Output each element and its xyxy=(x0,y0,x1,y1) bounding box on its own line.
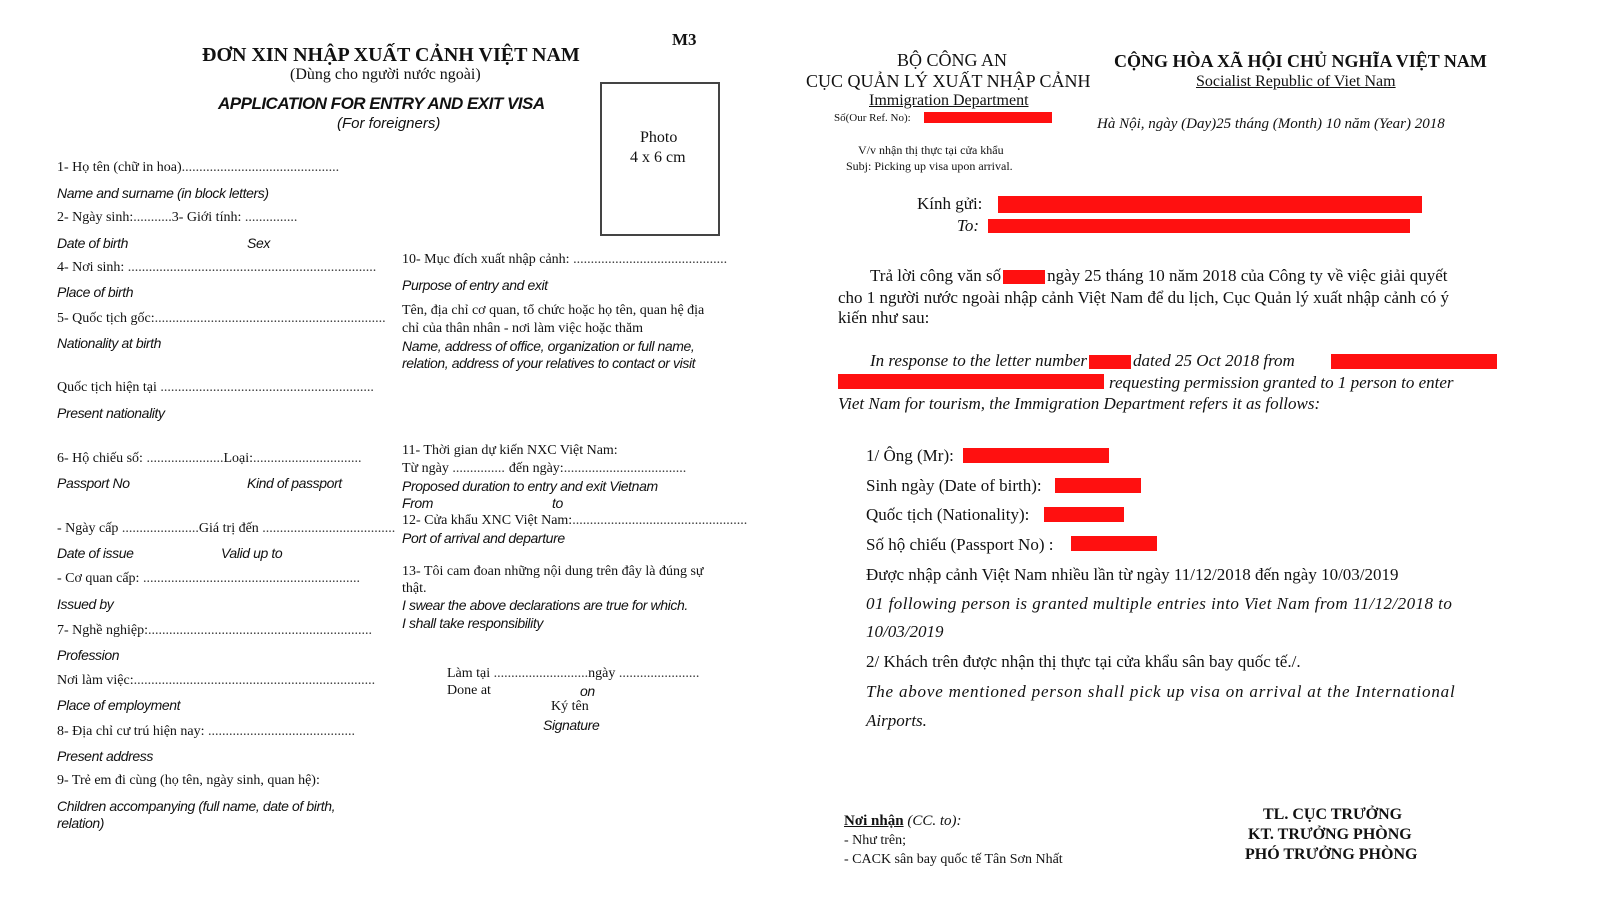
field-contact-en-1: Name, address of office, organization or full name, xyxy=(402,338,695,354)
redacted-recipient-2 xyxy=(988,219,1410,233)
form-title-en: APPLICATION FOR ENTRY AND EXIT VISA xyxy=(218,94,545,113)
field-pob-en: Place of birth xyxy=(57,284,134,300)
redacted-name xyxy=(963,448,1109,463)
field-employment-en: Place of employment xyxy=(57,697,181,713)
field-name-en: Name and surname (in block letters) xyxy=(57,185,269,201)
field-on-en: on xyxy=(580,683,595,699)
item-mr: 1/ Ông (Mr): xyxy=(866,446,954,465)
item-nationality: Quốc tịch (Nationality): xyxy=(866,505,1030,524)
department-vi: CỤC QUẢN LÝ XUẤT NHẬP CẢNH xyxy=(806,71,1091,91)
field-sign-en: Signature xyxy=(543,717,600,733)
department-en: Immigration Department xyxy=(869,92,1029,109)
form-subtitle-vi: (Dùng cho người nước ngoài) xyxy=(290,66,481,83)
item-dob: Sinh ngày (Date of birth): xyxy=(866,476,1042,495)
field-duration-en: Proposed duration to entry and exit Vietnam xyxy=(402,478,658,494)
paragraph-en-line1: In response to the letter number dated 25 Oct 2018 from xyxy=(870,351,1295,370)
signature-line-2: KT. TRƯỞNG PHÒNG xyxy=(1248,826,1412,843)
item-2-en-1: The above mentioned person shall pick up visa on arrival at the International xyxy=(866,682,1456,701)
redacted-recipient-1 xyxy=(998,196,1422,213)
paragraph-vi-line1: Trả lời công văn số ngày 25 tháng 10 năm 2018 của Công ty về việc giải quyết xyxy=(870,266,1448,285)
field-present-nat-vi: Quốc tịch hiện tại ............................................................. xyxy=(57,380,374,395)
field-children-vi: 9- Trẻ em đi cùng (họ tên, ngày sinh, quan hệ): xyxy=(57,773,320,788)
cc-heading: Nơi nhận (CC. to): xyxy=(844,813,962,829)
ministry-name: BỘ CÔNG AN xyxy=(897,50,1008,70)
cc-item-2: - CACK sân bay quốc tế Tân Sơn Nhất xyxy=(844,852,1063,867)
field-purpose-en: Purpose of entry and exit xyxy=(402,277,548,293)
form-subtitle-en: (For foreigners) xyxy=(337,115,441,132)
field-children-en-2: relation) xyxy=(57,815,104,831)
field-profession-vi: 7- Nghề nghiệp:................................................................ xyxy=(57,623,372,638)
republic-vi: CỘNG HÒA XÃ HỘI CHỦ NGHĨA VIỆT NAM xyxy=(1114,51,1487,71)
field-purpose-vi: 10- Mục đích xuất nhập cảnh: ............................................ xyxy=(402,252,728,267)
field-duration-vi: 11- Thời gian dự kiến NXC Việt Nam: xyxy=(402,443,618,458)
redacted-dob xyxy=(1055,478,1141,493)
redacted-letter-number-en xyxy=(1089,355,1131,369)
field-swear-en-1: I swear the above declarations are true for which. xyxy=(402,597,688,613)
field-nat-birth-vi: 5- Quốc tịch gốc:.................................................................. xyxy=(57,311,386,326)
field-issue-vi: - Ngày cấp ......................Giá trị đến ...................................... xyxy=(57,521,396,536)
field-contact-vi-1: Tên, địa chỉ cơ quan, tổ chức hoặc họ tên, quan hệ địa xyxy=(402,303,705,318)
photo-box xyxy=(600,82,720,236)
field-port-en: Port of arrival and departure xyxy=(402,530,565,546)
date-line: Hà Nội, ngày (Day)25 tháng (Month) 10 năm (Year) 2018 xyxy=(1097,116,1445,132)
field-swear-vi-2: thật. xyxy=(402,581,427,596)
field-swear-vi-1: 13- Tôi cam đoan những nội dung trên đây là đúng sự xyxy=(402,564,704,579)
field-present-nat-en: Present nationality xyxy=(57,405,165,421)
form-title-vi: ĐƠN XIN NHẬP XUẤT CẢNH VIỆT NAM xyxy=(202,44,580,66)
redacted-letter-number xyxy=(1003,270,1045,284)
field-swear-en-2: I shall take responsibility xyxy=(402,615,543,631)
paragraph-vi-line3: kiến như sau: xyxy=(838,308,930,327)
field-sex-en: Sex xyxy=(247,235,270,251)
entry-permission-vi: Được nhập cảnh Việt Nam nhiều lần từ ngày 11/12/2018 đến ngày 10/03/2019 xyxy=(866,565,1399,584)
photo-size: 4 x 6 cm xyxy=(630,149,686,166)
field-dob-en: Date of birth xyxy=(57,235,129,251)
recipient-vi: Kính gửi: xyxy=(917,194,983,213)
field-contact-en-2: relation, address of your relatives to contact or visit xyxy=(402,355,696,371)
item-passport: Số hộ chiếu (Passport No) : xyxy=(866,535,1054,554)
field-profession-en: Profession xyxy=(57,647,120,663)
field-passport-en: Passport No xyxy=(57,475,130,491)
paragraph-en-line3: Viet Nam for tourism, the Immigration Department refers it as follows: xyxy=(838,394,1321,413)
recipient-en: To: xyxy=(957,216,980,235)
redacted-sender-2 xyxy=(838,374,1104,389)
redacted-sender-1 xyxy=(1331,354,1497,369)
field-dob-vi: 2- Ngày sinh:...........3- Giới tính: ............... xyxy=(57,210,298,225)
paragraph-vi-line2: cho 1 người nước ngoài nhập cảnh Việt Nam để du lịch, Cục Quản lý xuất nhập cảnh có ý xyxy=(838,288,1450,307)
redacted-reference xyxy=(924,112,1052,123)
field-sign-vi: Ký tên xyxy=(551,699,589,714)
field-from-en: From xyxy=(402,495,434,511)
entry-permission-en-1: 01 following person is granted multiple entries into Viet Nam from 11/12/2018 to xyxy=(866,594,1453,613)
field-pob-vi: 4- Nơi sinh: ....................................................................... xyxy=(57,260,377,275)
paragraph-en-line2: requesting permission granted to 1 person to enter xyxy=(1109,373,1454,392)
visa-approval-letter xyxy=(800,0,1600,900)
field-issue-en: Date of issue xyxy=(57,545,134,561)
subject-vi: V/v nhận thị thực tại cửa khẩu xyxy=(858,143,1004,157)
cc-item-1: - Như trên; xyxy=(844,833,907,848)
field-valid-en: Valid up to xyxy=(221,545,283,561)
field-from-vi: Từ ngày ............... đến ngày:................................... xyxy=(402,461,687,476)
field-passport-kind-en: Kind of passport xyxy=(247,475,342,491)
field-made-at-vi: Làm tại ...........................ngày ....................... xyxy=(447,666,700,681)
item-2-en-2: Airports. xyxy=(866,711,927,730)
subject-en: Subj: Picking up visa upon arrival. xyxy=(846,159,1013,173)
field-to-en: to xyxy=(552,495,563,511)
redacted-passport xyxy=(1071,536,1157,551)
entry-permission-en-2: 10/03/2019 xyxy=(866,622,944,641)
field-name-vi: 1- Họ tên (chữ in hoa)............................................. xyxy=(57,160,340,175)
field-contact-vi-2: chỉ của thân nhân - nơi làm việc hoặc thăm xyxy=(402,321,644,336)
field-address-en: Present address xyxy=(57,748,153,764)
item-2-vi: 2/ Khách trên được nhận thị thực tại cửa khẩu sân bay quốc tế./. xyxy=(866,652,1301,671)
form-code: M3 xyxy=(672,30,697,49)
signature-line-1: TL. CỤC TRƯỞNG xyxy=(1263,806,1403,823)
field-port-vi: 12- Cửa khẩu XNC Việt Nam:.................................................. xyxy=(402,513,748,528)
field-issued-by-en: Issued by xyxy=(57,596,114,612)
field-children-en: Children accompanying (full name, date of birth, xyxy=(57,798,336,814)
reference-label: Số(Our Ref. No): xyxy=(834,112,911,124)
field-employment-vi: Nơi làm việc:..................................................................... xyxy=(57,673,376,688)
field-passport-vi: 6- Hộ chiếu số: ......................Loại:............................... xyxy=(57,451,362,466)
signature-line-3: PHÓ TRƯỞNG PHÒNG xyxy=(1245,846,1418,863)
republic-en: Socialist Republic of Viet Nam xyxy=(1196,73,1396,90)
redacted-nationality xyxy=(1044,507,1124,522)
field-nat-birth-en: Nationality at birth xyxy=(57,335,162,351)
field-done-at-en: Done at xyxy=(447,683,491,698)
field-address-vi: 8- Địa chỉ cư trú hiện nay: .......................................... xyxy=(57,724,356,739)
photo-label: Photo xyxy=(640,129,678,146)
field-issued-by-vi: - Cơ quan cấp: .............................................................. xyxy=(57,571,360,586)
